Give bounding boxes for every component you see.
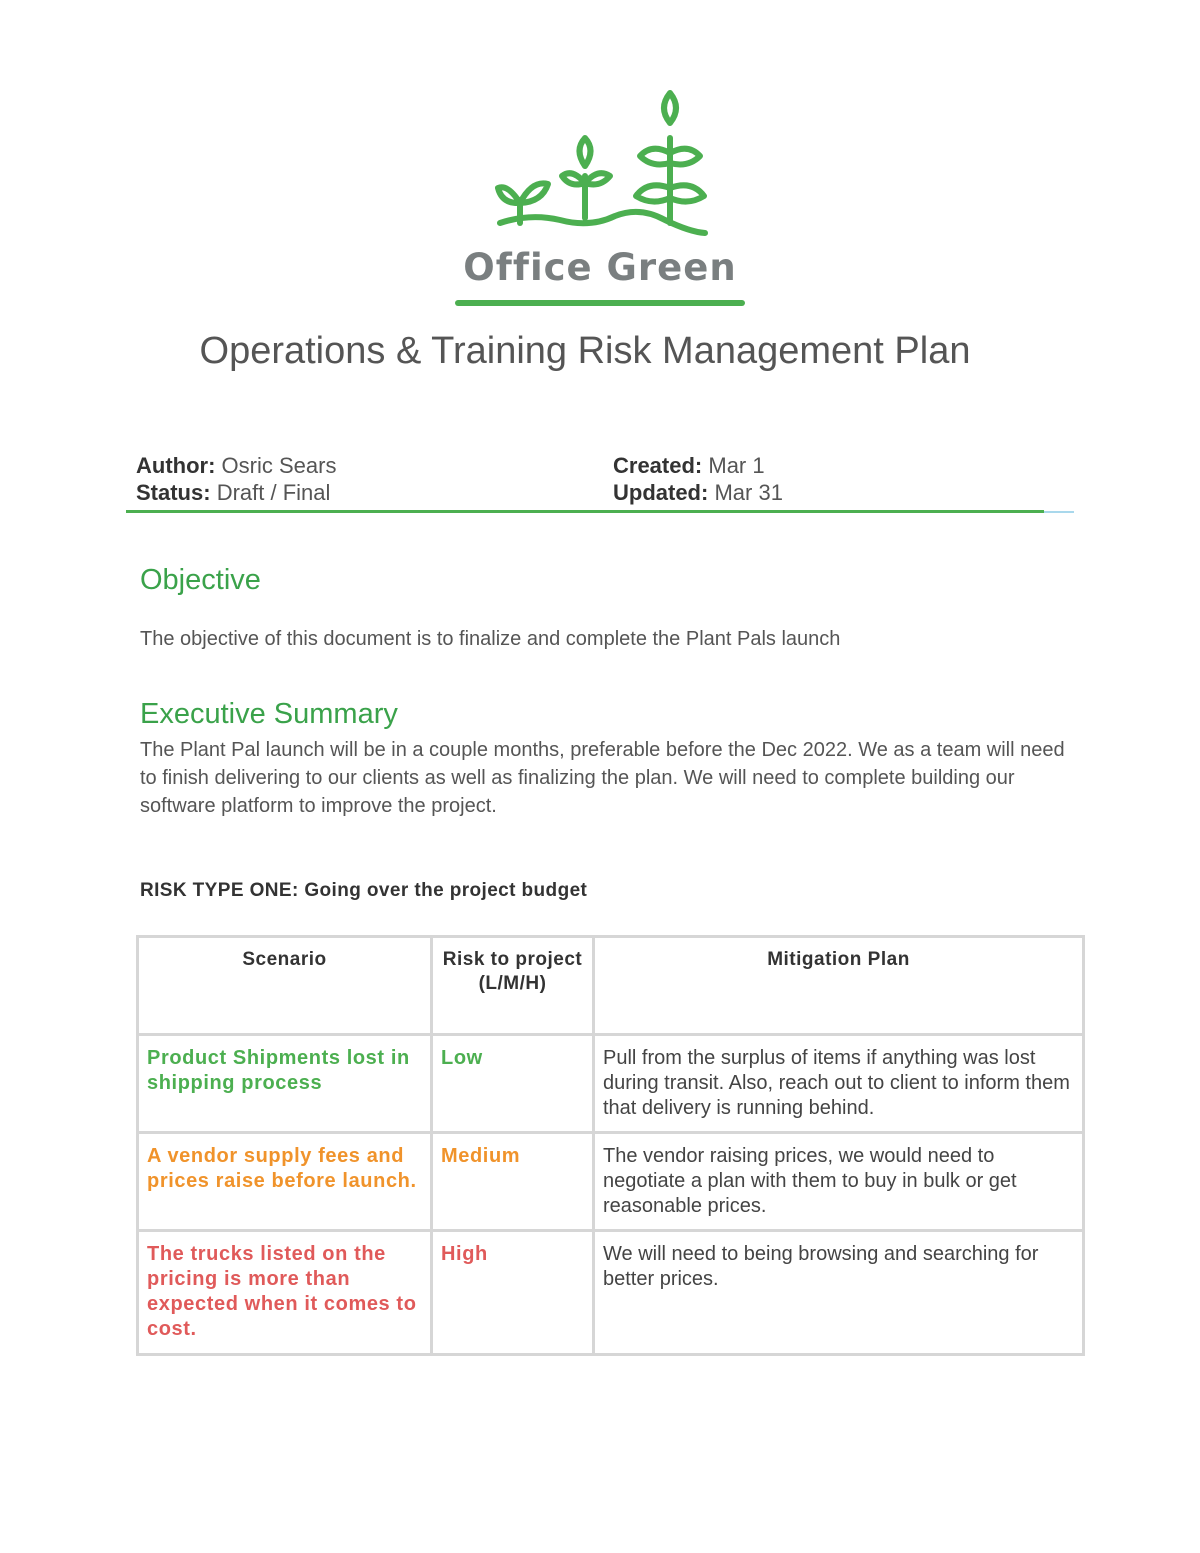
table-row (138, 1231, 1084, 1355)
risk-type-heading (140, 880, 587, 902)
risk-table (136, 935, 1085, 1356)
scenario-cell: Product Shipments lost in shipping process (138, 1035, 432, 1133)
risk-level-cell: High (432, 1231, 594, 1355)
risk-type-text: Going over the project budget (304, 880, 588, 901)
status-value: Draft / Final (216, 480, 331, 505)
brand-name: Office Green (463, 246, 737, 289)
summary-text: The Plant Pal launch will be in a couple months, preferable before the Dec 2022. We as a team will need to finish delivering to our clients as well as finalizing the plan. We will need to complete building our software platform to improve the project. (140, 739, 1065, 817)
risk-level-cell: Low (432, 1035, 594, 1133)
author-label: Author: (136, 453, 216, 478)
header-divider-tail (1044, 511, 1074, 513)
status-line (136, 479, 336, 506)
document-title: Operations & Training Risk Management Plan (199, 330, 971, 372)
mitigation-cell: The vendor raising prices, we would need to negotiate a plan with them to buy in bulk or get reasonable prices. (594, 1133, 1084, 1231)
summary-heading: Executive Summary (140, 698, 398, 730)
risk-type-label: RISK TYPE ONE: (140, 880, 299, 901)
col-risk-level: Risk to project (L/M/H) (432, 937, 594, 1035)
risk-table-header (138, 937, 1084, 1035)
mitigation-cell: Pull from the surplus of items if anything was lost during transit. Also, reach out to client to inform them that delivery is running behind. (594, 1035, 1084, 1133)
created-label: Created: (613, 453, 703, 478)
author-value: Osric Sears (221, 453, 337, 478)
author-line (136, 452, 336, 479)
col-scenario: Scenario (138, 937, 432, 1035)
risk-level-cell: Medium (432, 1133, 594, 1231)
scenario-cell: The trucks listed on the pricing is more than expected when it comes to cost. (138, 1231, 432, 1355)
scenario-cell: A vendor supply fees and prices raise before launch. (138, 1133, 432, 1231)
col-mitigation: Mitigation Plan (594, 937, 1084, 1035)
created-value: Mar 1 (708, 453, 765, 478)
meta-left (136, 452, 336, 506)
plant-sprouts-icon (440, 88, 760, 238)
header-divider (126, 510, 1044, 513)
updated-value: Mar 31 (714, 480, 783, 505)
brand-underline (455, 300, 745, 306)
objective-heading: Objective (140, 564, 261, 596)
updated-line (613, 479, 783, 506)
created-line (613, 452, 783, 479)
office-green-logo (440, 88, 760, 313)
updated-label: Updated: (613, 480, 709, 505)
mitigation-cell: We will need to being browsing and searching for better prices. (594, 1231, 1084, 1355)
table-row (138, 1035, 1084, 1133)
objective-text: The objective of this document is to finalize and complete the Plant Pals launch (140, 628, 841, 650)
status-label: Status: (136, 480, 211, 505)
meta-right (613, 452, 783, 506)
table-row (138, 1133, 1084, 1231)
